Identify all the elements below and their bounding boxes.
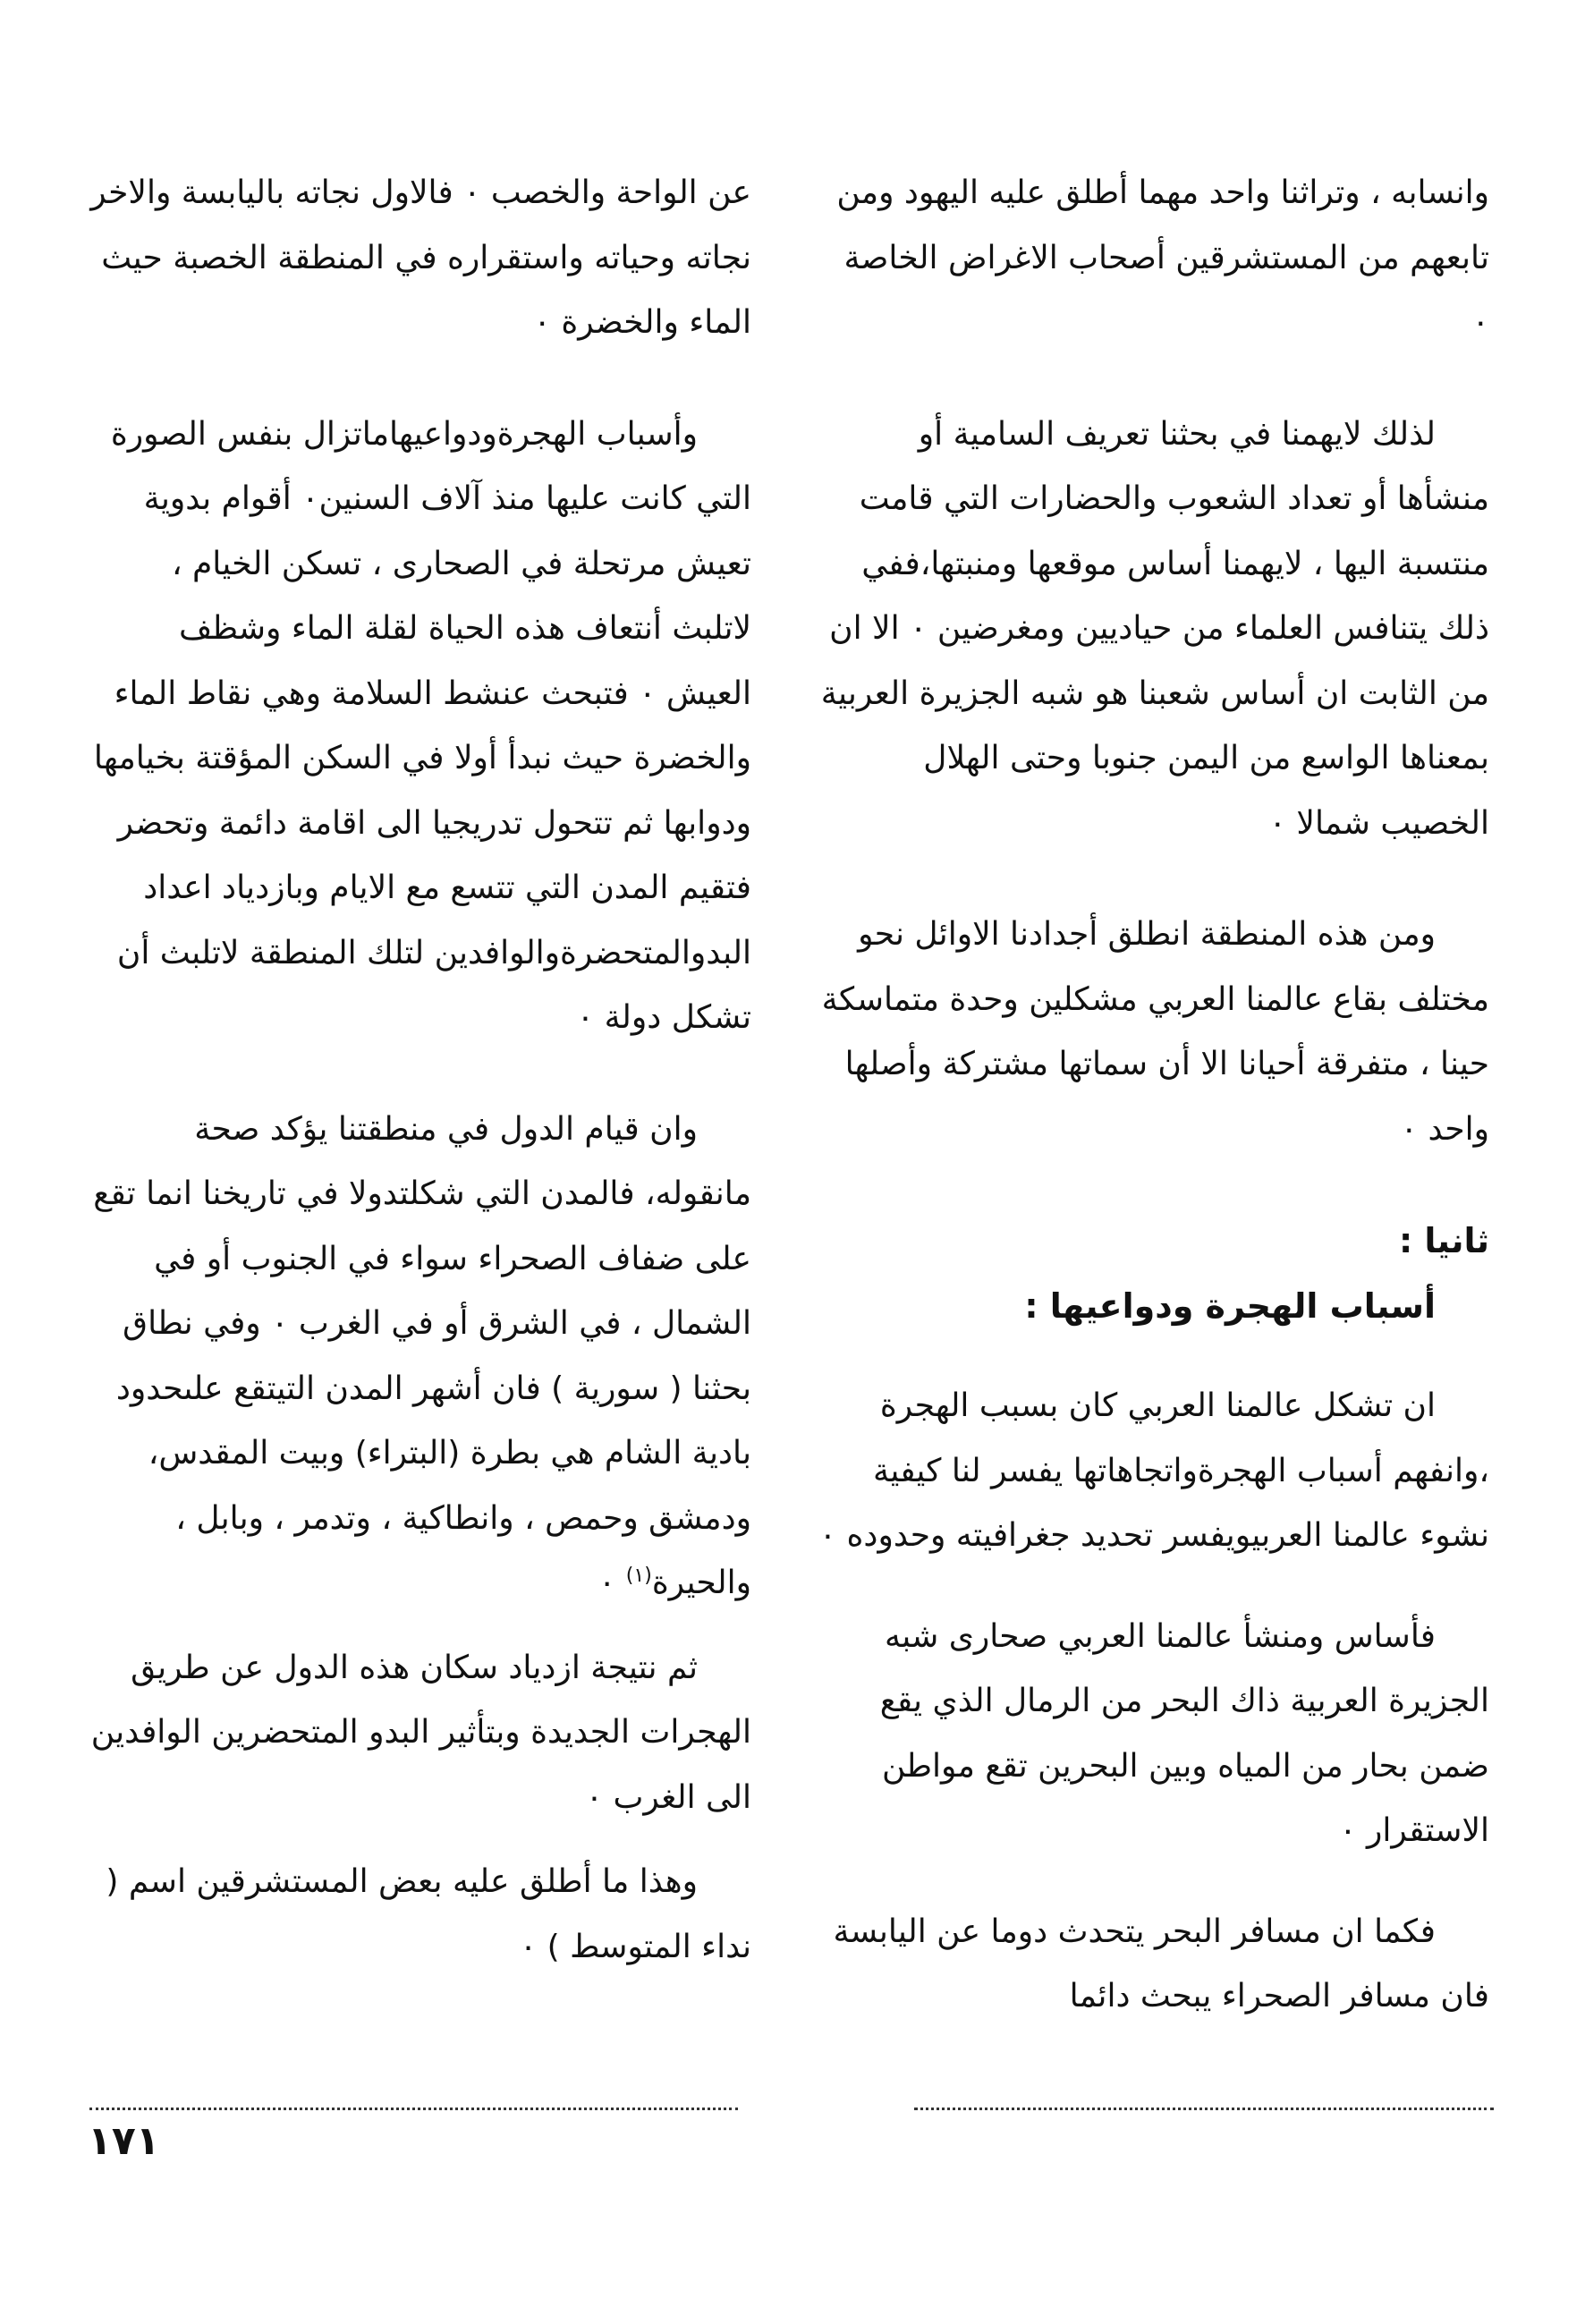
paragraph-text: وان قيام الدول في منطقتنا يؤكد صحة مانقوله، فالمدن التي شكلتدولا في تاريخنا انما تقع على ضفاف الصحراء سواء في الجنوب أو في الشمال ، في الشرق أو في الغرب ٠ وفي نطاق بحثنا ( سورية ) فان أشهر المدن التيتقع علىحدود بادية الشام هي بطرة (البتراء) وبيت المقدس، ودمشق وحمص ، وانطاكية ، وتدمر ، وبابل ، والحيرة bbox=[93, 1110, 751, 1601]
paragraph: ومن هذه المنطقة انطلق أجدادنا الاوائل نحو مختلف بقاع عالمنا العربي مشكلين وحدة متماسكة حينا ، متفرقة أحيانا الا أن سماتها مشتركة وأصلها واحد ٠ bbox=[821, 916, 1489, 1148]
footer-divider-left bbox=[89, 2108, 738, 2110]
paragraph: وأسباب الهجرةودواعيهاماتزال بنفس الصورة التي كانت عليها منذ آلاف السنين٠ أقوام بدوية تعيش مرتحلة في الصحارى ، تسكن الخيام ، لاتلبث أنتعاف هذه الحياة لقلة الماء وشظف العيش ٠ فتبحث عنشط السلامة وهي نقاط الماء والخضرة حيث نبدأ أولا في السكن المؤقتة بخيامها ودوابها ثم تتحول تدريجيا الى اقامة دائمة وتحضر فتقيم المدن التي تتسع مع الايام وبازدياد اعداد البدوالمتحضرةوالوافدين لتلك المنطقة لاتلبث أن تشكل دولة ٠ bbox=[93, 415, 751, 1036]
paragraph: ثم نتيجة ازدياد سكان هذه الدول عن طريق الهجرات الجديدة وبتأثير البدو المتحضرين الوافدين الى الغرب ٠ bbox=[90, 1649, 751, 1816]
footer-divider-right bbox=[914, 2108, 1494, 2110]
footnote-reference[interactable]: (١) bbox=[625, 1565, 652, 1587]
paragraph: ان تشكل عالمنا العربي كان بسبب الهجرة ،وانفهم أسباب الهجرةواتجاهاتها يفسر لنا كيفية نشوء عالمنا العربيويفسر تحديد جغرافيته وحدوده ٠ bbox=[818, 1387, 1489, 1554]
paragraph: وهذا ما أطلق عليه بعض المستشرقين اسم ( نداء المتوسط ) ٠ bbox=[106, 1863, 751, 1965]
paragraph: عن الواحة والخصب ٠ فالاول نجاته باليابسة والاخر نجاته وحياته واستقراره في المنطقة الخصبة حيث الماء والخضرة ٠ bbox=[90, 174, 751, 341]
paragraph: وانسابه ، وتراثنا واحد مهما أطلق عليه اليهود ومن تابعهم من المستشرقين أصحاب الاغراض الخاصة ٠ bbox=[836, 174, 1489, 341]
section-subheading: أسباب الهجرة ودواعيها : bbox=[1024, 1285, 1436, 1326]
paragraph: فكما ان مسافر البحر يتحدث دوما عن اليابسة فان مسافر الصحراء يبحث دائما bbox=[833, 1913, 1489, 2014]
right-text-column bbox=[818, 161, 1489, 2076]
section-heading: ثانيا : bbox=[1398, 1221, 1489, 1260]
left-text-column bbox=[85, 161, 751, 2026]
paragraph-text-end: ٠ bbox=[598, 1565, 626, 1601]
paragraph: فأساس ومنشأ عالمنا العربي صحارى شبه الجزيرة العربية ذاك البحر من الرمال الذي يقع ضمن بحار من المياه وبين البحرين تقع مواطن الاستقرار ٠ bbox=[879, 1617, 1489, 1849]
paragraph: لذلك لايهمنا في بحثنا تعريف السامية أو منشأها أو تعداد الشعوب والحضارات التي قامت منتسبة اليها ، لايهمنا أساس موقعها ومنبتها،ففي ذلك يتنافس العلماء من حياديين ومغرضين ٠ الا ان من الثابت ان أساس شعبنا هو شبه الجزيرة العربية بمعناها الواسع من اليمن جنوبا وحتى الهلال الخصيب شمالا ٠ bbox=[820, 415, 1489, 842]
paragraph bbox=[85, 1098, 751, 1616]
page-number: ١٧١ bbox=[88, 2118, 160, 2164]
